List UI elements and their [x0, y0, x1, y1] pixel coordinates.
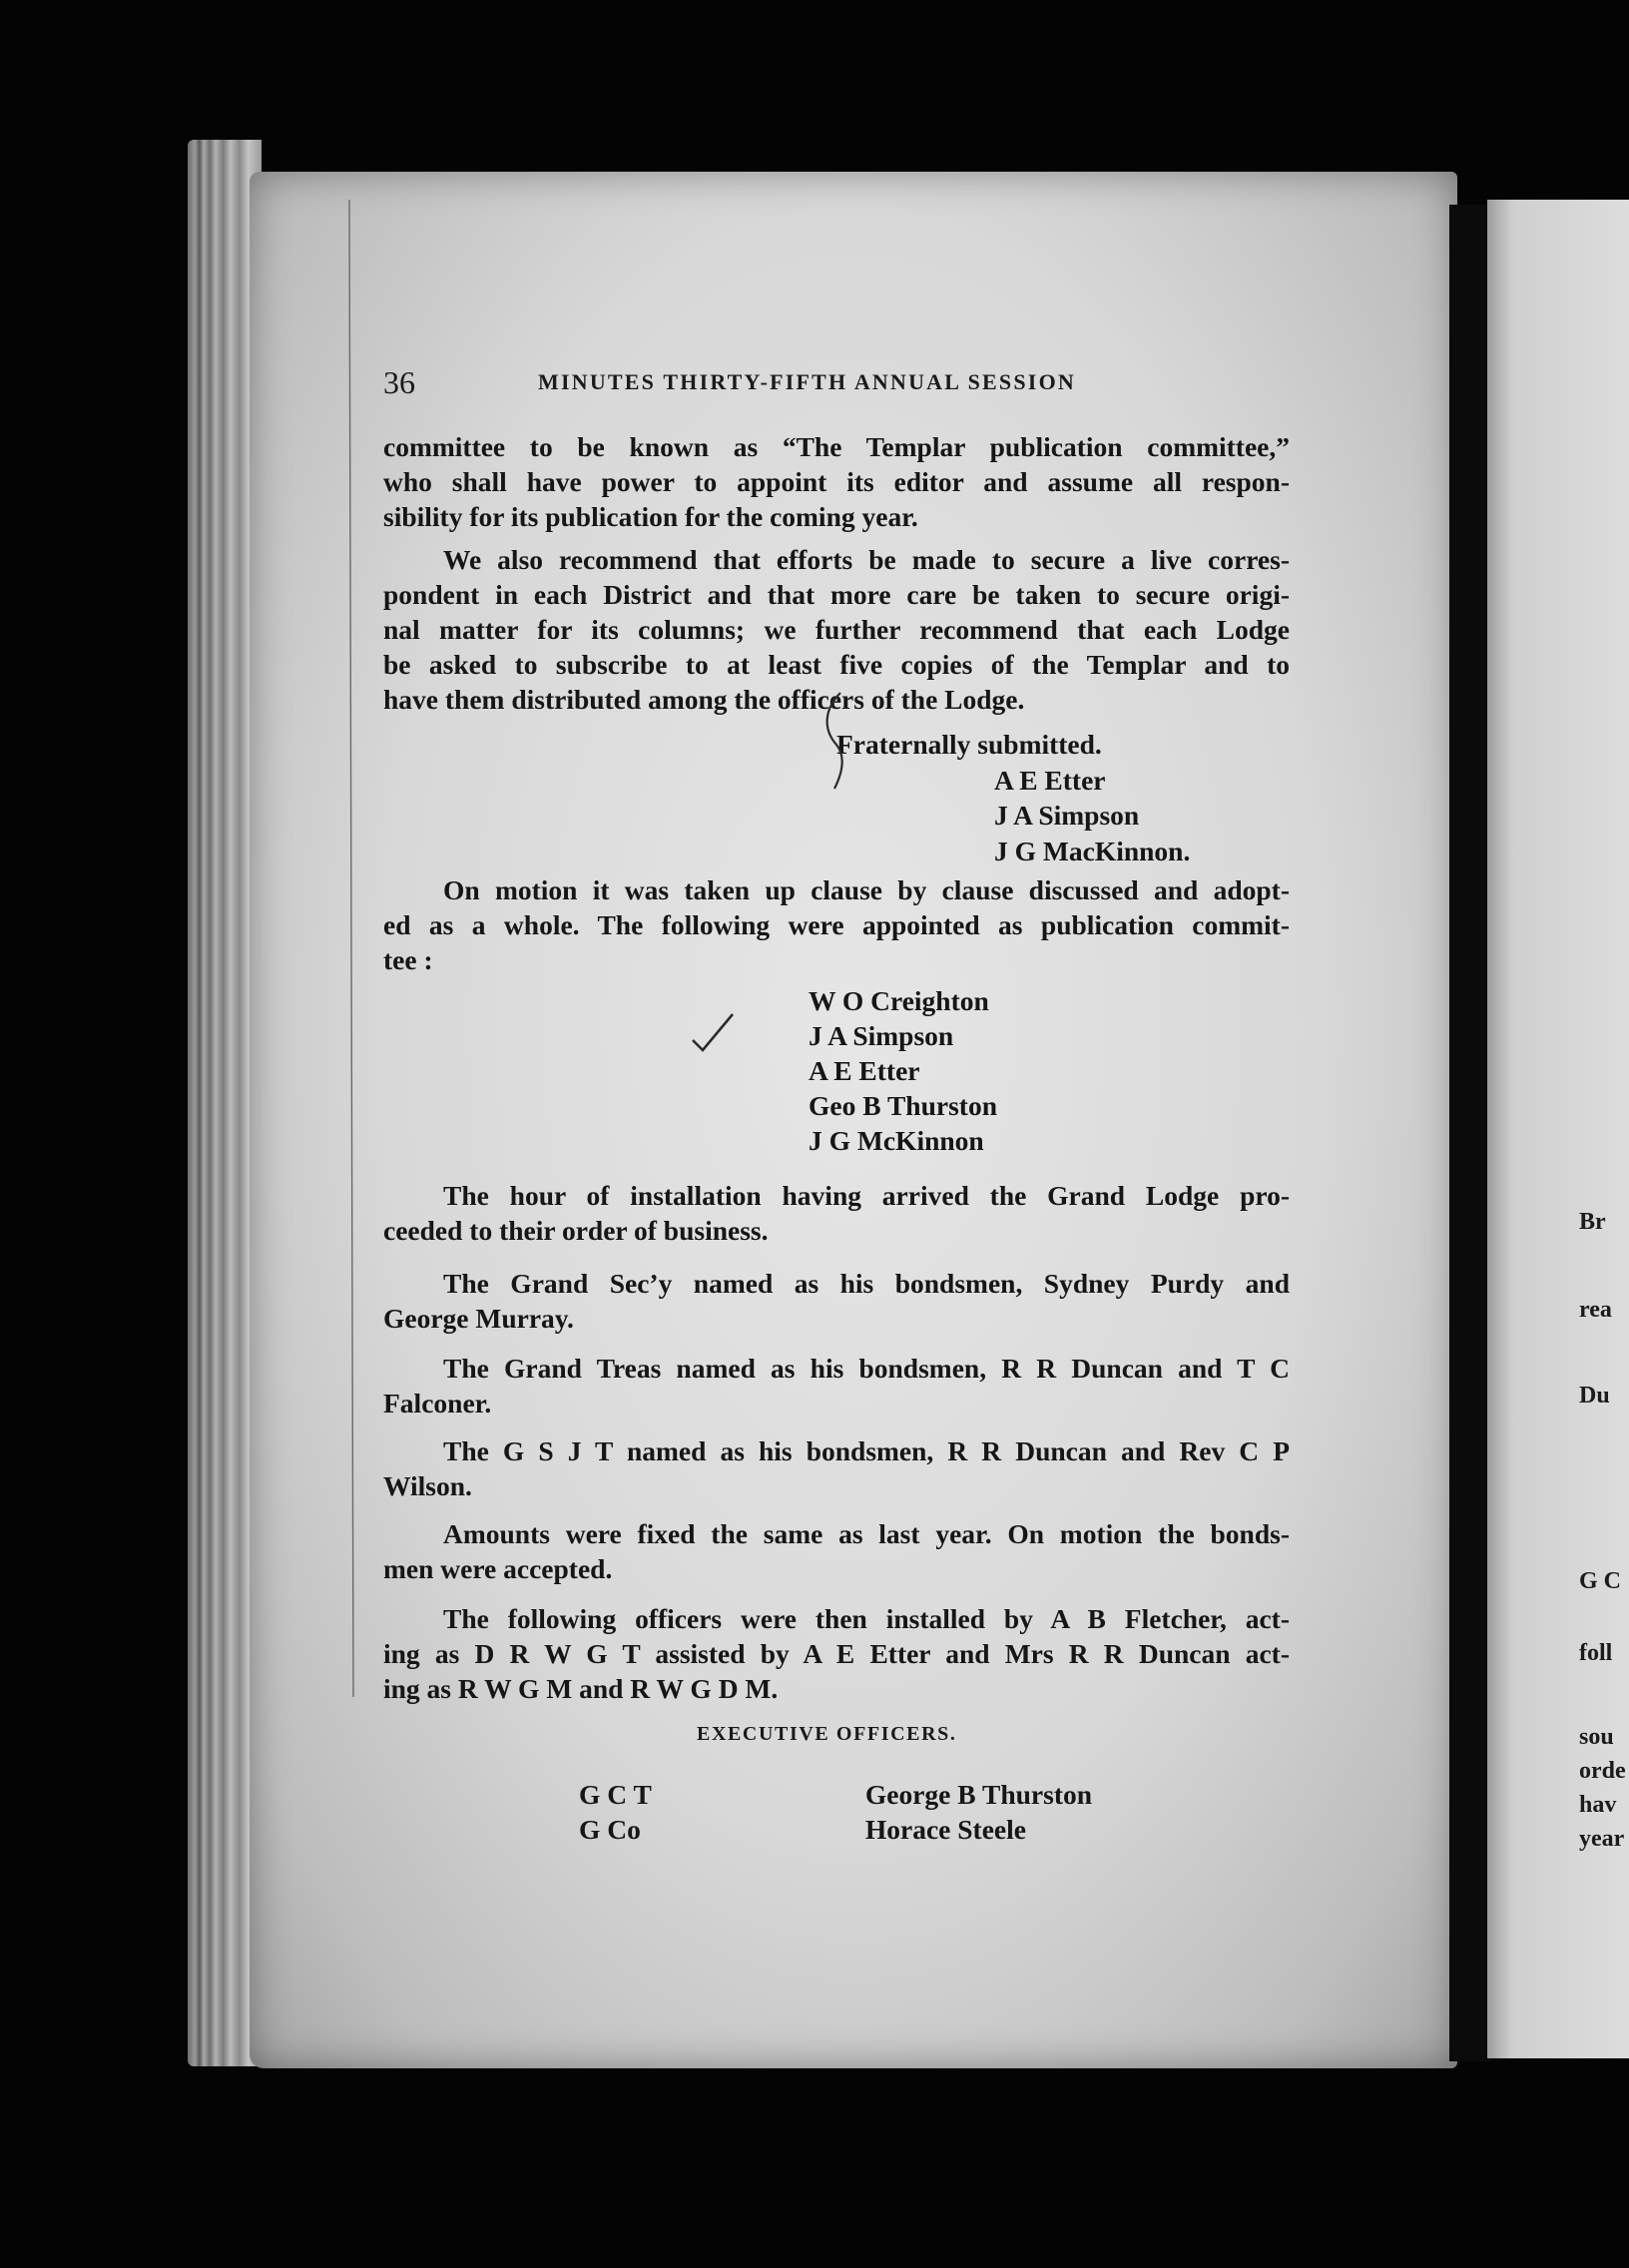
running-head: MINUTES THIRTY-FIFTH ANNUAL SESSION: [538, 369, 1076, 394]
text-line: George Murray.: [383, 1303, 574, 1334]
text-line: committee to be known as “The Templar publication committee,”: [383, 431, 1290, 462]
text-line: ing as D R W G T assisted by A E Etter and Mrs R R Duncan act-: [383, 1638, 1290, 1669]
committee-member: W O Creighton: [809, 985, 989, 1016]
page-number: 36: [383, 364, 415, 400]
right-fragment: sou: [1579, 1724, 1614, 1750]
text-line: Falconer.: [383, 1388, 492, 1418]
pencil-margin-line: [345, 200, 365, 1697]
text-line: tee :: [383, 944, 433, 975]
right-fragment: orde: [1579, 1758, 1626, 1784]
text-line: have them distributed among the officers of the Lodge.: [383, 684, 1025, 715]
signoff-name: A E Etter: [994, 765, 1106, 796]
text-line: The Grand Sec’y named as his bondsmen, Sydney Purdy and: [443, 1268, 1290, 1299]
signoff-closing: Fraternally submitted.: [836, 729, 1102, 760]
text-line: The G S J T named as his bondsmen, R R Duncan and Rev C P: [443, 1435, 1290, 1466]
text-line: nal matter for its columns; we further recommend that each Lodge: [383, 614, 1290, 645]
right-fragment: G C: [1579, 1568, 1621, 1594]
text-line: On motion it was taken up clause by clause discussed and adopt-: [443, 874, 1290, 905]
officer-row: [579, 1777, 1092, 1812]
paragraph-6: [383, 1351, 1290, 1420]
book-gutter: [1449, 205, 1491, 2061]
signoff-name: J G MacKinnon.: [994, 836, 1191, 866]
pencil-bracket-mark: [818, 689, 858, 799]
paragraph-1: [383, 429, 1290, 534]
right-fragment: Br: [1579, 1209, 1606, 1235]
text-line: men were accepted.: [383, 1553, 613, 1584]
committee-member: A E Etter: [809, 1055, 920, 1086]
paragraph-4: [383, 1178, 1290, 1248]
text-line: ceeded to their order of business.: [383, 1215, 769, 1246]
committee-list: [809, 983, 997, 1158]
officers-table: [579, 1777, 1092, 1847]
page-header: [383, 364, 1302, 400]
paragraph-3: [383, 872, 1290, 977]
text-line: be asked to subscribe to at least five copies of the Templar and to: [383, 649, 1290, 680]
officer-row: [579, 1812, 1092, 1847]
text-line: Amounts were fixed the same as last year. On motion the bonds-: [443, 1518, 1290, 1549]
officer-title: G C T: [579, 1779, 652, 1810]
signoff-name: J A Simpson: [994, 800, 1140, 831]
text-line: We also recommend that efforts be made to secure a live corres-: [443, 544, 1290, 575]
text-line: who shall have power to appoint its editor and assume all respon-: [383, 466, 1290, 497]
paragraph-7: [383, 1433, 1290, 1503]
paragraph-9: [383, 1601, 1290, 1706]
pencil-check-mark: [689, 1008, 739, 1058]
committee-member: J G McKinnon: [809, 1125, 984, 1156]
officer-name: George B Thurston: [864, 1779, 1093, 1810]
text-line: The following officers were then installed by A B Fletcher, act-: [443, 1603, 1290, 1634]
right-fragment: foll: [1579, 1640, 1613, 1666]
paragraph-5: [383, 1266, 1290, 1336]
section-heading: EXECUTIVE OFFICERS.: [697, 1723, 957, 1745]
text-line: sibility for its publication for the coming year.: [383, 501, 918, 532]
right-fragment: hav: [1579, 1792, 1617, 1818]
text-line: The hour of installation having arrived the Grand Lodge pro-: [443, 1180, 1290, 1211]
committee-member: Geo B Thurston: [809, 1090, 997, 1121]
officer-name: Horace Steele: [864, 1814, 1026, 1845]
text-line: The Grand Treas named as his bondsmen, R R Duncan and T C: [443, 1353, 1290, 1384]
right-fragment: Du: [1579, 1383, 1610, 1409]
paragraph-8: [383, 1516, 1290, 1586]
text-line: pondent in each District and that more care be taken to secure origi-: [383, 579, 1290, 610]
text-line: ing as R W G M and R W G D M.: [383, 1673, 779, 1704]
right-fragment: year: [1579, 1826, 1625, 1852]
right-fragment: rea: [1579, 1297, 1612, 1323]
text-line: Wilson.: [383, 1470, 472, 1501]
text-line: ed as a whole. The following were appointed as publication commit-: [383, 909, 1290, 940]
committee-member: J A Simpson: [809, 1020, 954, 1051]
officer-title: G Co: [579, 1814, 641, 1845]
